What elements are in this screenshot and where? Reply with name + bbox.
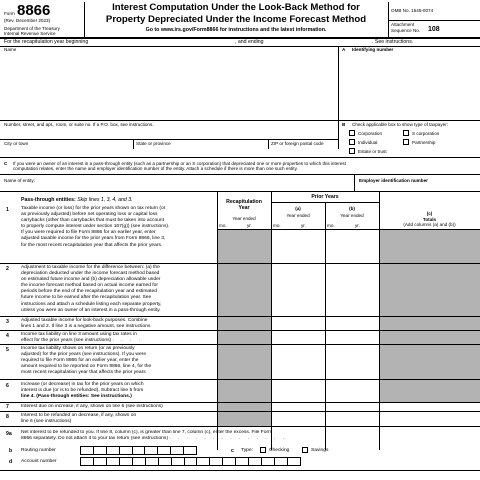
line-8-text	[21, 413, 217, 425]
line-8-totals[interactable]	[379, 411, 480, 426]
line-9a-text-2: 8866 separately. Do not attach it to your tax return (see instructions)	[21, 436, 168, 441]
recap-mo: mo.	[219, 223, 227, 228]
line-2-text-6: future income to be earned after the recapitulation year. See	[21, 295, 152, 301]
line-5-totals-shade	[380, 345, 480, 380]
line-4-text	[21, 332, 217, 344]
recap-year-header	[217, 199, 271, 211]
line-4-leader-dots: . . . .	[112, 338, 144, 344]
individual-checkbox[interactable]	[349, 139, 355, 145]
corporation-label: Corporation	[358, 131, 383, 136]
line-1-text-4: to properly compute interest under section 167(g)) (see instructions).	[21, 224, 170, 230]
line-7-text: Interest due on increase, if any, shown on line 6 (see instructions)	[21, 404, 163, 409]
line-1-col-a[interactable]	[271, 229, 325, 263]
line-1-recap-shade	[218, 230, 272, 264]
line-5-text-3: required to file Form 8866 for an earlier year, enter the	[21, 358, 139, 364]
account-number-boxes[interactable]	[80, 457, 301, 466]
line-3-text-2: lines 1 and 2. If line 3 is a negative amount, see instructions	[21, 324, 151, 330]
line-2-col-b[interactable]	[325, 263, 379, 316]
line-1-text	[21, 206, 217, 249]
line-9a-text-1: Net interest to be refunded to you. If line 8, column (c), is greater than line 7, column (c), enter the excess. File Form	[21, 430, 273, 435]
savings-checkbox[interactable]	[302, 447, 308, 453]
line-2-col-a[interactable]	[271, 263, 325, 316]
line-1-text-2: as previously adjusted) before net operating loss or capital loss	[21, 212, 158, 218]
line-2-text-3: on estimated future income and (b) depreciation allowable under	[21, 277, 161, 283]
line-2-text-4: the income forecast method based on actual income earned for	[21, 283, 159, 289]
col-a-mo: mo.	[273, 223, 281, 228]
line-6-text-3: line 4. (Pass-through entities: See instructions.)	[21, 394, 132, 400]
line-2-text-2: depreciation deducted under the income forecast method based	[21, 271, 160, 277]
line-9a-text-2-row	[21, 436, 381, 442]
line-5-recap-shade	[218, 345, 272, 380]
col-b-year-ended: Year ended	[340, 213, 364, 218]
line-6-number: 6	[6, 383, 9, 389]
line-2-text	[21, 265, 217, 314]
title-line-1: Interest Computation Under the Look-Back Method for	[112, 2, 360, 13]
line-6-totals-shade	[380, 380, 480, 403]
routing-number-boxes[interactable]	[80, 446, 197, 455]
recap-year-ended: Year ended	[232, 216, 256, 221]
taxpayer-type-label: Check applicable box to show type of taxpayer:	[352, 122, 449, 127]
line-1-text-3: carrybacks (other than carrybacks that must be taken into account	[21, 218, 164, 224]
ein-label[interactable]: Employer identification number	[359, 178, 428, 183]
col-a-yr: yr.	[301, 223, 306, 228]
line-2-text-8: unless you were an owner of an interest in a pass-through entity.	[21, 307, 161, 313]
recap-yr: yr.	[247, 223, 252, 228]
title-line-2: Property Depreciated Under the Income Forecast Method	[105, 13, 367, 25]
col-b-header: (b)	[349, 206, 355, 211]
form-title	[86, 2, 386, 25]
line-1-text-1: Taxable income (or loss) for the prior years shown on tax return (or	[21, 206, 166, 211]
sequence-label: Sequence No.	[391, 28, 421, 33]
omb-number: OMB No. 1545-0074	[391, 8, 434, 13]
form-number: 8866	[17, 2, 51, 19]
line-2-recap-shade	[218, 264, 272, 317]
state-label[interactable]: State or province	[136, 141, 171, 146]
col-b-yr: yr.	[355, 223, 360, 228]
savings-label: Savings	[311, 448, 329, 453]
zip-label[interactable]: ZIP or foreign postal code	[271, 141, 324, 146]
identifying-number-label[interactable]: Identifying number	[352, 47, 394, 52]
line-9c-letter: c	[231, 448, 234, 454]
dept-line-1: Department of the Treasury	[4, 26, 60, 31]
line-2-text-7: instructions and attach a schedule listing each separate property,	[21, 301, 162, 307]
line-3-text-1: Adjusted taxable income for look-back purposes. Combine	[21, 318, 148, 323]
line-2-text-5: periods before the end of the recapitulation year and estimated	[21, 289, 157, 295]
form-label: Form	[4, 11, 15, 16]
line-9a-number: 9a	[6, 431, 12, 437]
line-1-text-6: adjusted taxable income for the prior years from Form 8866, line 3,	[21, 236, 166, 242]
col-a-year-ended: Year ended	[286, 213, 310, 218]
address-label[interactable]: Number, street, and apt., room, or suite no. If a P.O. box, see instructions.	[4, 122, 154, 127]
see-instructions: . See instructions.	[372, 39, 414, 45]
line-3-totals-shade	[380, 317, 480, 331]
line-4-totals-shade	[380, 331, 480, 345]
corporation-checkbox[interactable]	[349, 130, 355, 136]
line-9d-letter: d	[9, 459, 13, 465]
section-c-text-1: If you were an owner of an interest in a pass-through entity (such as a partnership or an S corporation) that depreciated one or more properties to which this interest	[13, 161, 346, 166]
account-number-label: Account number	[21, 459, 57, 464]
prior-years-header: Prior Years	[311, 194, 339, 200]
line-7-totals[interactable]	[379, 402, 480, 411]
s-corporation-checkbox[interactable]	[403, 130, 409, 136]
line-8-number: 8	[6, 414, 9, 420]
checking-label: Checking	[269, 448, 290, 453]
account-type-label: Type:	[241, 448, 253, 453]
totals-note: (Add columns (a) and (b))	[403, 222, 456, 227]
col-b-mo: mo.	[327, 223, 335, 228]
line-9a-leader-dots: . . . . . . . . . . . . . .	[169, 436, 288, 441]
estate-trust-label: Estate or trust	[358, 149, 387, 154]
name-label: Name	[4, 47, 17, 52]
line-6-text	[21, 382, 217, 400]
goto-instructions: Go to www.irs.gov/Form8866 for instructions and the latest information.	[145, 27, 327, 33]
checking-checkbox[interactable]	[260, 447, 266, 453]
line-2-number: 2	[6, 266, 9, 272]
b-letter: B	[342, 122, 346, 127]
partnership-label: Partnership	[412, 140, 436, 145]
col-a-header: (a)	[295, 206, 301, 211]
c-letter: C	[4, 161, 8, 166]
recap-year-line-2: Year	[238, 205, 250, 211]
line-3-recap-shade	[218, 317, 272, 331]
line-5-text	[21, 346, 217, 376]
attachment-label: Attachment	[391, 22, 415, 27]
line-4-recap-shade	[218, 331, 272, 345]
line-8-text-1: Interest to be refunded on decrease, if any, shown on	[21, 413, 137, 418]
sequence-number: 108	[428, 26, 440, 33]
line-7-number: 7	[6, 404, 9, 410]
line-4-number: 4	[6, 333, 9, 339]
totals-header: Totals	[422, 217, 437, 222]
line-6-text-2: interest is due (or is to be refunded). Subtract line 5 from	[21, 388, 144, 394]
dept-line-2: Internal Revenue Service	[4, 31, 56, 36]
line-9b-letter: b	[9, 448, 13, 454]
line-8-recap-shade	[218, 412, 272, 427]
entity-name-label[interactable]: Name of entity:	[4, 178, 35, 183]
recap-year-label: For the recapitulation year beginning	[4, 39, 89, 45]
line-5-text-2: adjusted) for the prior years (see instructions). If you were	[21, 352, 147, 358]
estate-trust-checkbox[interactable]	[349, 148, 355, 154]
line-1-text-5: If you were required to file Form 8866 for an earlier year, enter	[21, 230, 156, 236]
line-5-text-1: Income tax liability shown on return (or as previously	[21, 346, 135, 351]
line-1-text-7: for the most recent recapitulation year that affects the prior years.	[21, 242, 163, 248]
s-corporation-label: S corporation	[412, 131, 440, 136]
pass-through-label: Pass-through entities:	[21, 197, 76, 203]
line-3-number: 3	[6, 319, 9, 325]
line-4-text-1: Income tax liability on line 3 amount using tax rates in	[21, 332, 137, 337]
rev-date: (Rev. December 2023)	[4, 18, 51, 23]
col-c-header: (c)	[426, 211, 433, 216]
section-c-text-2: computation relates, enter the name and employer identification number of the entity. Attach a schedule if there is more than one such entity.	[13, 166, 298, 171]
line-6-recap-shade	[218, 380, 272, 403]
city-label[interactable]: City or town	[4, 141, 29, 146]
individual-label: Individual	[358, 140, 378, 145]
recap-year-line-1: Recapitulation	[226, 199, 262, 205]
line-8-text-2: line 6 (see instructions)	[21, 419, 72, 425]
year-ending-label: , and ending	[235, 39, 264, 45]
pass-through-skip: Skip lines 1, 3, 4, and 3.	[77, 197, 133, 203]
partnership-checkbox[interactable]	[403, 139, 409, 145]
line-1-col-b[interactable]	[325, 229, 379, 263]
line-6-text-1: Increase (or decrease) in tax for the prior years on which	[21, 382, 144, 387]
pass-through-note	[21, 197, 133, 203]
line-2-text-1: Adjustment to taxable income for the difference between: (a) the	[21, 265, 160, 270]
line-5-text-4: amount required to be reported on Form 8866, line 4, for the	[21, 364, 152, 370]
line-5-number: 5	[6, 347, 9, 353]
routing-number-label: Routing number	[21, 448, 56, 453]
line-3-text	[21, 318, 217, 330]
line-2-totals-shade	[380, 264, 480, 317]
line-4-text-2: effect for the prior years (see instructions)	[21, 338, 112, 344]
line-1-number: 1	[6, 207, 9, 213]
a-letter: A	[342, 47, 346, 52]
line-5-text-5: most recent recapitulation year that affects the prior years	[21, 370, 146, 376]
line-1-totals-shade	[380, 230, 480, 264]
